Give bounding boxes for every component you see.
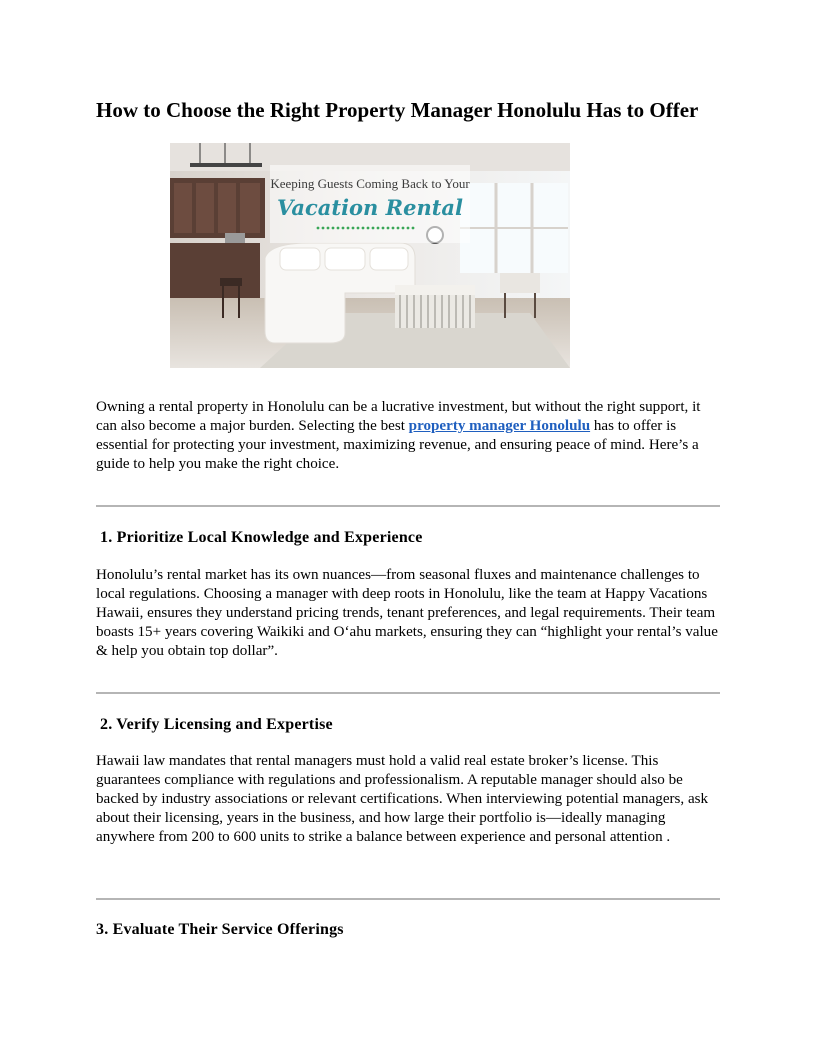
section-divider <box>96 692 720 694</box>
hero-caption-line2: Vacation Rental <box>277 195 463 220</box>
page-title: How to Choose the Right Property Manager Honolulu Has to Offer <box>96 98 699 122</box>
section-heading-1: 1. Prioritize Local Knowledge and Experience <box>100 529 423 546</box>
section-body-1: Honolulu’s rental market has its own nuances—from seasonal fluxes and maintenance challenges to local regulations. Choosing a manager with deep roots in Honolulu, like the team at Happy Vacations Hawaii, ensures they understand pricing trends, tenant preferences, and legal requirements. Their team boasts 15+ years covering Waikiki and O‘ahu markets, ensuring they can “highlight your rental’s value & help you obtain top dollar”. <box>96 567 718 659</box>
section-divider <box>96 505 720 507</box>
section-heading-3: 3. Evaluate Their Service Offerings <box>96 921 344 938</box>
hero-image <box>170 143 570 368</box>
section-body-2: Hawaii law mandates that rental managers must hold a valid real estate broker’s license. This guarantees compliance with regulations and professionalism. A reputable manager should also be backed by industry associations or relevant certifications. When interviewing potential managers, ask about their licensing, years in the business, and how large their portfolio is—ideally managing anywhere from 200 to 600 units to strike a balance between experience and personal attention . <box>96 753 709 845</box>
intro-paragraph <box>96 398 720 474</box>
property-manager-link[interactable]: property manager Honolulu <box>408 418 591 434</box>
section-divider <box>96 898 720 900</box>
intro-text-end: has to offer is essential for protecting your investment, maximizing revenue, and ensuring peace of mind. Here’s a guide to help you make the right choice. <box>96 418 699 472</box>
section-heading-2: 2. Verify Licensing and Expertise <box>100 716 333 733</box>
hero-caption-line1: Keeping Guests Coming Back to Your <box>270 176 470 191</box>
intro-text-start: Owning a rental property in Honolulu can be a lucrative investment, but without the right support, it can also become a major burden. Selecting the best <box>96 399 701 434</box>
